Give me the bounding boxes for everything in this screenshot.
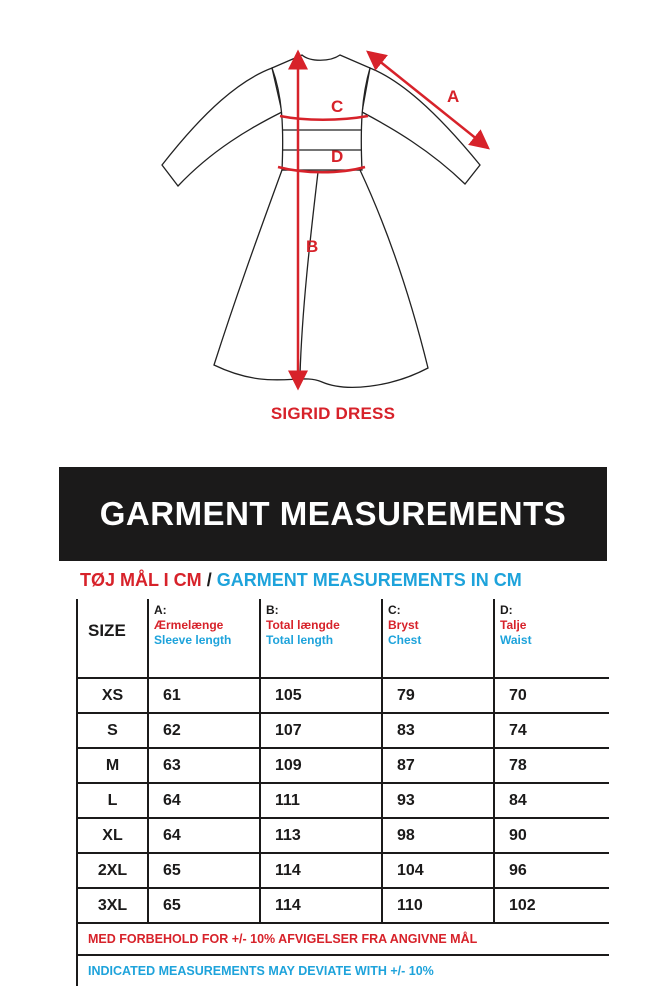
subtitle-separator: / (206, 570, 212, 590)
dress-name: SIGRID DRESS (270, 404, 396, 423)
column-letter: B: (266, 603, 279, 617)
size-cell: M (78, 748, 148, 783)
waist-cell: 90 (494, 818, 609, 853)
table-row (78, 888, 609, 923)
dress-illustration (0, 0, 666, 400)
total-length-cell: 114 (260, 888, 382, 923)
table-row (78, 818, 609, 853)
size-cell: XL (78, 818, 148, 853)
column-danish: Bryst (388, 618, 419, 632)
size-column-header: SIZE (78, 599, 148, 678)
table-row (78, 713, 609, 748)
subtitle (80, 570, 522, 591)
chest-cell: 93 (382, 783, 494, 818)
label-a: A (447, 87, 460, 106)
total-length-cell: 107 (260, 713, 382, 748)
size-cell: 2XL (78, 853, 148, 888)
chest-cell: 104 (382, 853, 494, 888)
chest-cell: 79 (382, 678, 494, 713)
total-length-cell: 105 (260, 678, 382, 713)
banner-title: GARMENT MEASUREMENTS (59, 467, 607, 561)
total-length-cell: 114 (260, 853, 382, 888)
sleeve-length-cell: 65 (148, 853, 260, 888)
size-cell: XS (78, 678, 148, 713)
column-letter: D: (500, 603, 513, 617)
waist-cell: 70 (494, 678, 609, 713)
chest-cell: 87 (382, 748, 494, 783)
chest-cell: 110 (382, 888, 494, 923)
waist-header (494, 599, 609, 678)
label-b: B (306, 237, 319, 256)
total-length-cell: 113 (260, 818, 382, 853)
subtitle-english: GARMENT MEASUREMENTS IN CM (216, 570, 522, 590)
waist-cell: 78 (494, 748, 609, 783)
column-danish: Ærmelænge (154, 618, 224, 632)
size-cell: 3XL (78, 888, 148, 923)
column-english: Chest (388, 633, 422, 647)
tolerance-note-english: INDICATED MEASUREMENTS MAY DEVIATE WITH +/- 10% (88, 964, 434, 978)
skirt (214, 170, 428, 387)
column-letter: C: (388, 603, 401, 617)
size-table (78, 599, 609, 924)
total-length-header (260, 599, 382, 678)
sleeve-length-cell: 65 (148, 888, 260, 923)
sleeve-length-header (148, 599, 260, 678)
waist-cell: 74 (494, 713, 609, 748)
sleeve-length-cell: 64 (148, 783, 260, 818)
label-d: D (331, 147, 344, 166)
waist-cell: 84 (494, 783, 609, 818)
waist-cell: 102 (494, 888, 609, 923)
left-sleeve (162, 68, 282, 186)
column-english: Sleeve length (154, 633, 232, 647)
table-row (78, 783, 609, 818)
chest-cell: 98 (382, 818, 494, 853)
label-c: C (331, 97, 344, 116)
waist-cell: 96 (494, 853, 609, 888)
size-table-container (76, 599, 609, 986)
column-letter: A: (154, 603, 167, 617)
table-row (78, 748, 609, 783)
table-header-row (78, 599, 609, 678)
sleeve-length-cell: 63 (148, 748, 260, 783)
column-danish: Total længde (266, 618, 340, 632)
chest-cell: 83 (382, 713, 494, 748)
sleeve-length-cell: 61 (148, 678, 260, 713)
size-cell: L (78, 783, 148, 818)
column-danish: Talje (500, 618, 527, 632)
tolerance-note-danish: MED FORBEHOLD FOR +/- 10% AFVIGELSER FRA ANGIVNE MÅL (78, 924, 609, 956)
sleeve-length-cell: 62 (148, 713, 260, 748)
chest-header (382, 599, 494, 678)
sleeve-length-cell: 64 (148, 818, 260, 853)
table-row (78, 853, 609, 888)
bodice (272, 55, 370, 170)
total-length-cell: 111 (260, 783, 382, 818)
subtitle-danish: TØJ MÅL I CM (80, 570, 202, 590)
size-cell: S (78, 713, 148, 748)
total-length-cell: 109 (260, 748, 382, 783)
column-english: Total length (266, 633, 334, 647)
column-english: Waist (500, 633, 532, 647)
table-row (78, 678, 609, 713)
